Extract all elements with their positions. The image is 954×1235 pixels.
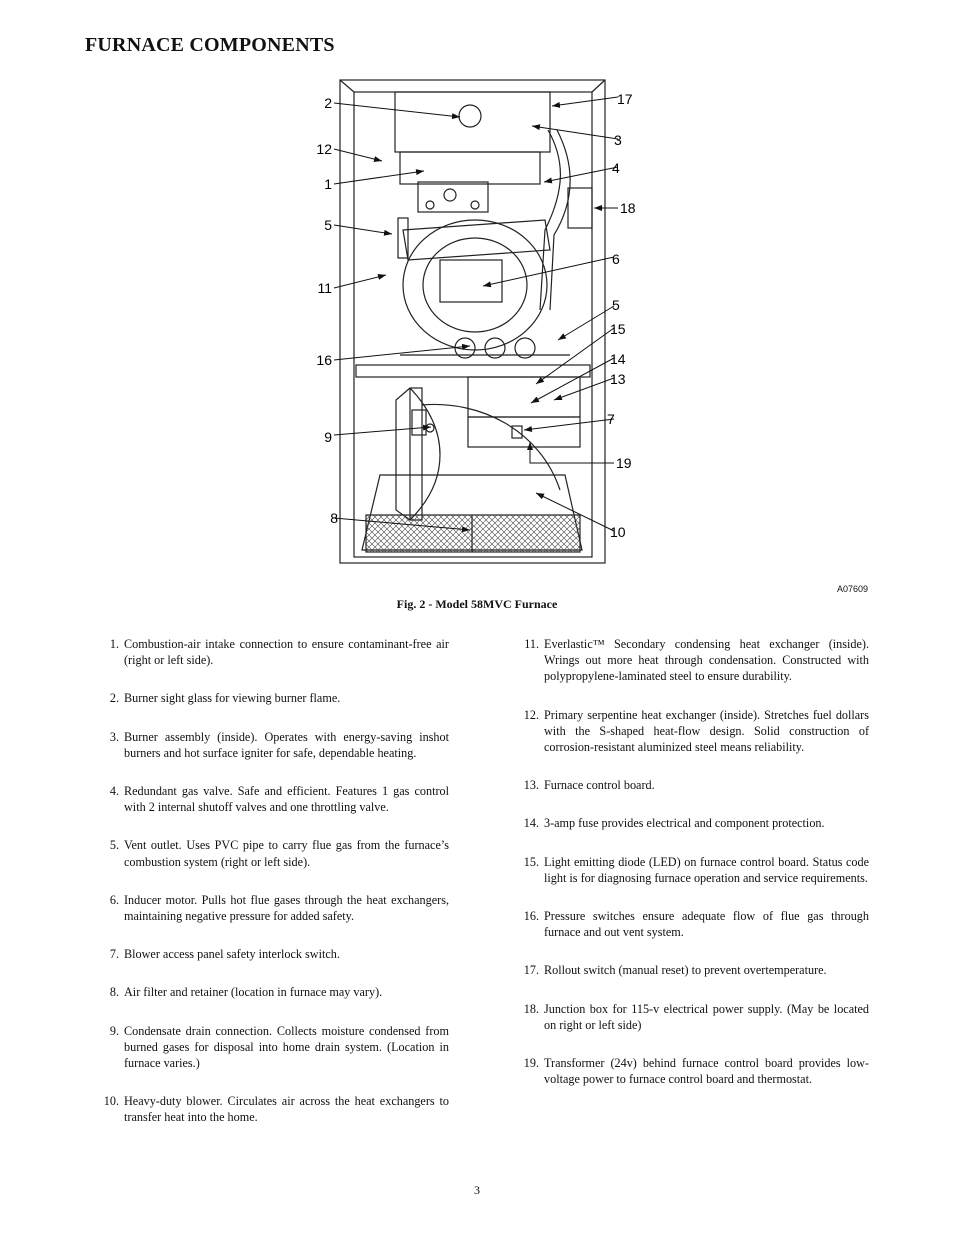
callout-label: 4 bbox=[612, 160, 620, 176]
list-item: 10. Heavy-duty blower. Circulates air across the heat exchangers to transfer heat into the home. bbox=[103, 1094, 449, 1125]
list-item: 3. Burner assembly (inside). Operates with energy-saving inshot burners and hot surface igniter for safe, dependable heating. bbox=[109, 729, 449, 760]
list-item: 15. Light emitting diode (LED) on furnace control board. Status code light is for diagnosing furnace operation and service requirements. bbox=[523, 854, 869, 885]
callout-label: 18 bbox=[620, 200, 636, 216]
callout-label: 9 bbox=[324, 429, 332, 445]
list-item: 19. Transformer (24v) behind furnace control board provides low-voltage power to furnace control board and thermostat. bbox=[523, 1056, 869, 1087]
list-item: 14. 3-amp fuse provides electrical and component protection. bbox=[523, 816, 825, 831]
figure-caption: Fig. 2 - Model 58MVC Furnace bbox=[396, 597, 558, 611]
page-number: 3 bbox=[474, 1183, 480, 1197]
list-item: 12. Primary serpentine heat exchanger (inside). Stretches fuel dollars with the S-shaped heat-flow design. Solid construction of corrosion-resistant aluminized steel means reliability. bbox=[523, 707, 869, 755]
furnace-illustration bbox=[300, 70, 880, 590]
list-item: 13. Furnace control board. bbox=[523, 778, 655, 793]
list-item: 18. Junction box for 115-v electrical power supply. (May be located on right or left side) bbox=[523, 1001, 869, 1032]
callout-label: 13 bbox=[610, 371, 626, 387]
callout-labels-left bbox=[316, 95, 338, 526]
page-title: FURNACE COMPONENTS bbox=[85, 34, 335, 56]
list-item: 16. Pressure switches ensure adequate flow of flue gas through furnace and out vent system. bbox=[523, 909, 869, 940]
callout-label: 17 bbox=[617, 91, 633, 107]
callout-label: 16 bbox=[316, 352, 332, 368]
list-item: 2. Burner sight glass for viewing burner flame. bbox=[109, 691, 341, 706]
callout-label: 1 bbox=[324, 176, 332, 192]
callout-label: 7 bbox=[607, 411, 615, 427]
figure-id: A07609 bbox=[837, 584, 869, 594]
list-item: 8. Air filter and retainer (location in furnace may vary). bbox=[109, 985, 383, 1000]
list-item: 6. Inducer motor. Pulls hot flue gases through the heat exchangers, maintaining negative pressure for added safety. bbox=[109, 892, 449, 924]
components-list-left bbox=[99, 636, 449, 1126]
callout-label: 5 bbox=[612, 297, 620, 313]
components-list-right bbox=[519, 636, 869, 1087]
furnace-figure bbox=[300, 70, 880, 590]
callout-label: 19 bbox=[616, 455, 632, 471]
callout-label: 15 bbox=[610, 321, 626, 337]
list-item: 4. Redundant gas valve. Safe and efficient. Features 1 gas control with 2 internal shutoff valves and one throttling valve. bbox=[109, 784, 449, 815]
list-item: 9. Condensate drain connection. Collects moisture condensed from burned gases for disposal into home drain system. (Location in furnace varies.) bbox=[109, 1023, 449, 1071]
callout-label: 2 bbox=[324, 95, 332, 111]
callout-labels-right bbox=[607, 91, 636, 540]
callout-label: 6 bbox=[612, 251, 620, 267]
callout-label: 14 bbox=[610, 351, 626, 367]
callout-label: 5 bbox=[324, 217, 332, 233]
callout-label: 12 bbox=[316, 141, 332, 157]
list-item: 5. Vent outlet. Uses PVC pipe to carry flue gas from the furnace’s combustion system (right or left side). bbox=[109, 838, 449, 869]
list-item: 17. Rollout switch (manual reset) to prevent overtemperature. bbox=[523, 963, 827, 978]
callout-label: 11 bbox=[317, 280, 332, 296]
list-item: 7. Blower access panel safety interlock switch. bbox=[109, 947, 340, 962]
list-item: 11. Everlastic™ Secondary condensing heat exchanger (inside). Wrings out more heat through condensation. Constructed with polypropylene-laminated steel to ensure durability. bbox=[524, 637, 869, 684]
list-item: 1. Combustion-air intake connection to ensure contaminant-free air (right or left side). bbox=[109, 637, 449, 668]
callout-label: 8 bbox=[330, 510, 338, 526]
callout-label: 3 bbox=[614, 132, 622, 148]
callout-label: 10 bbox=[610, 524, 626, 540]
